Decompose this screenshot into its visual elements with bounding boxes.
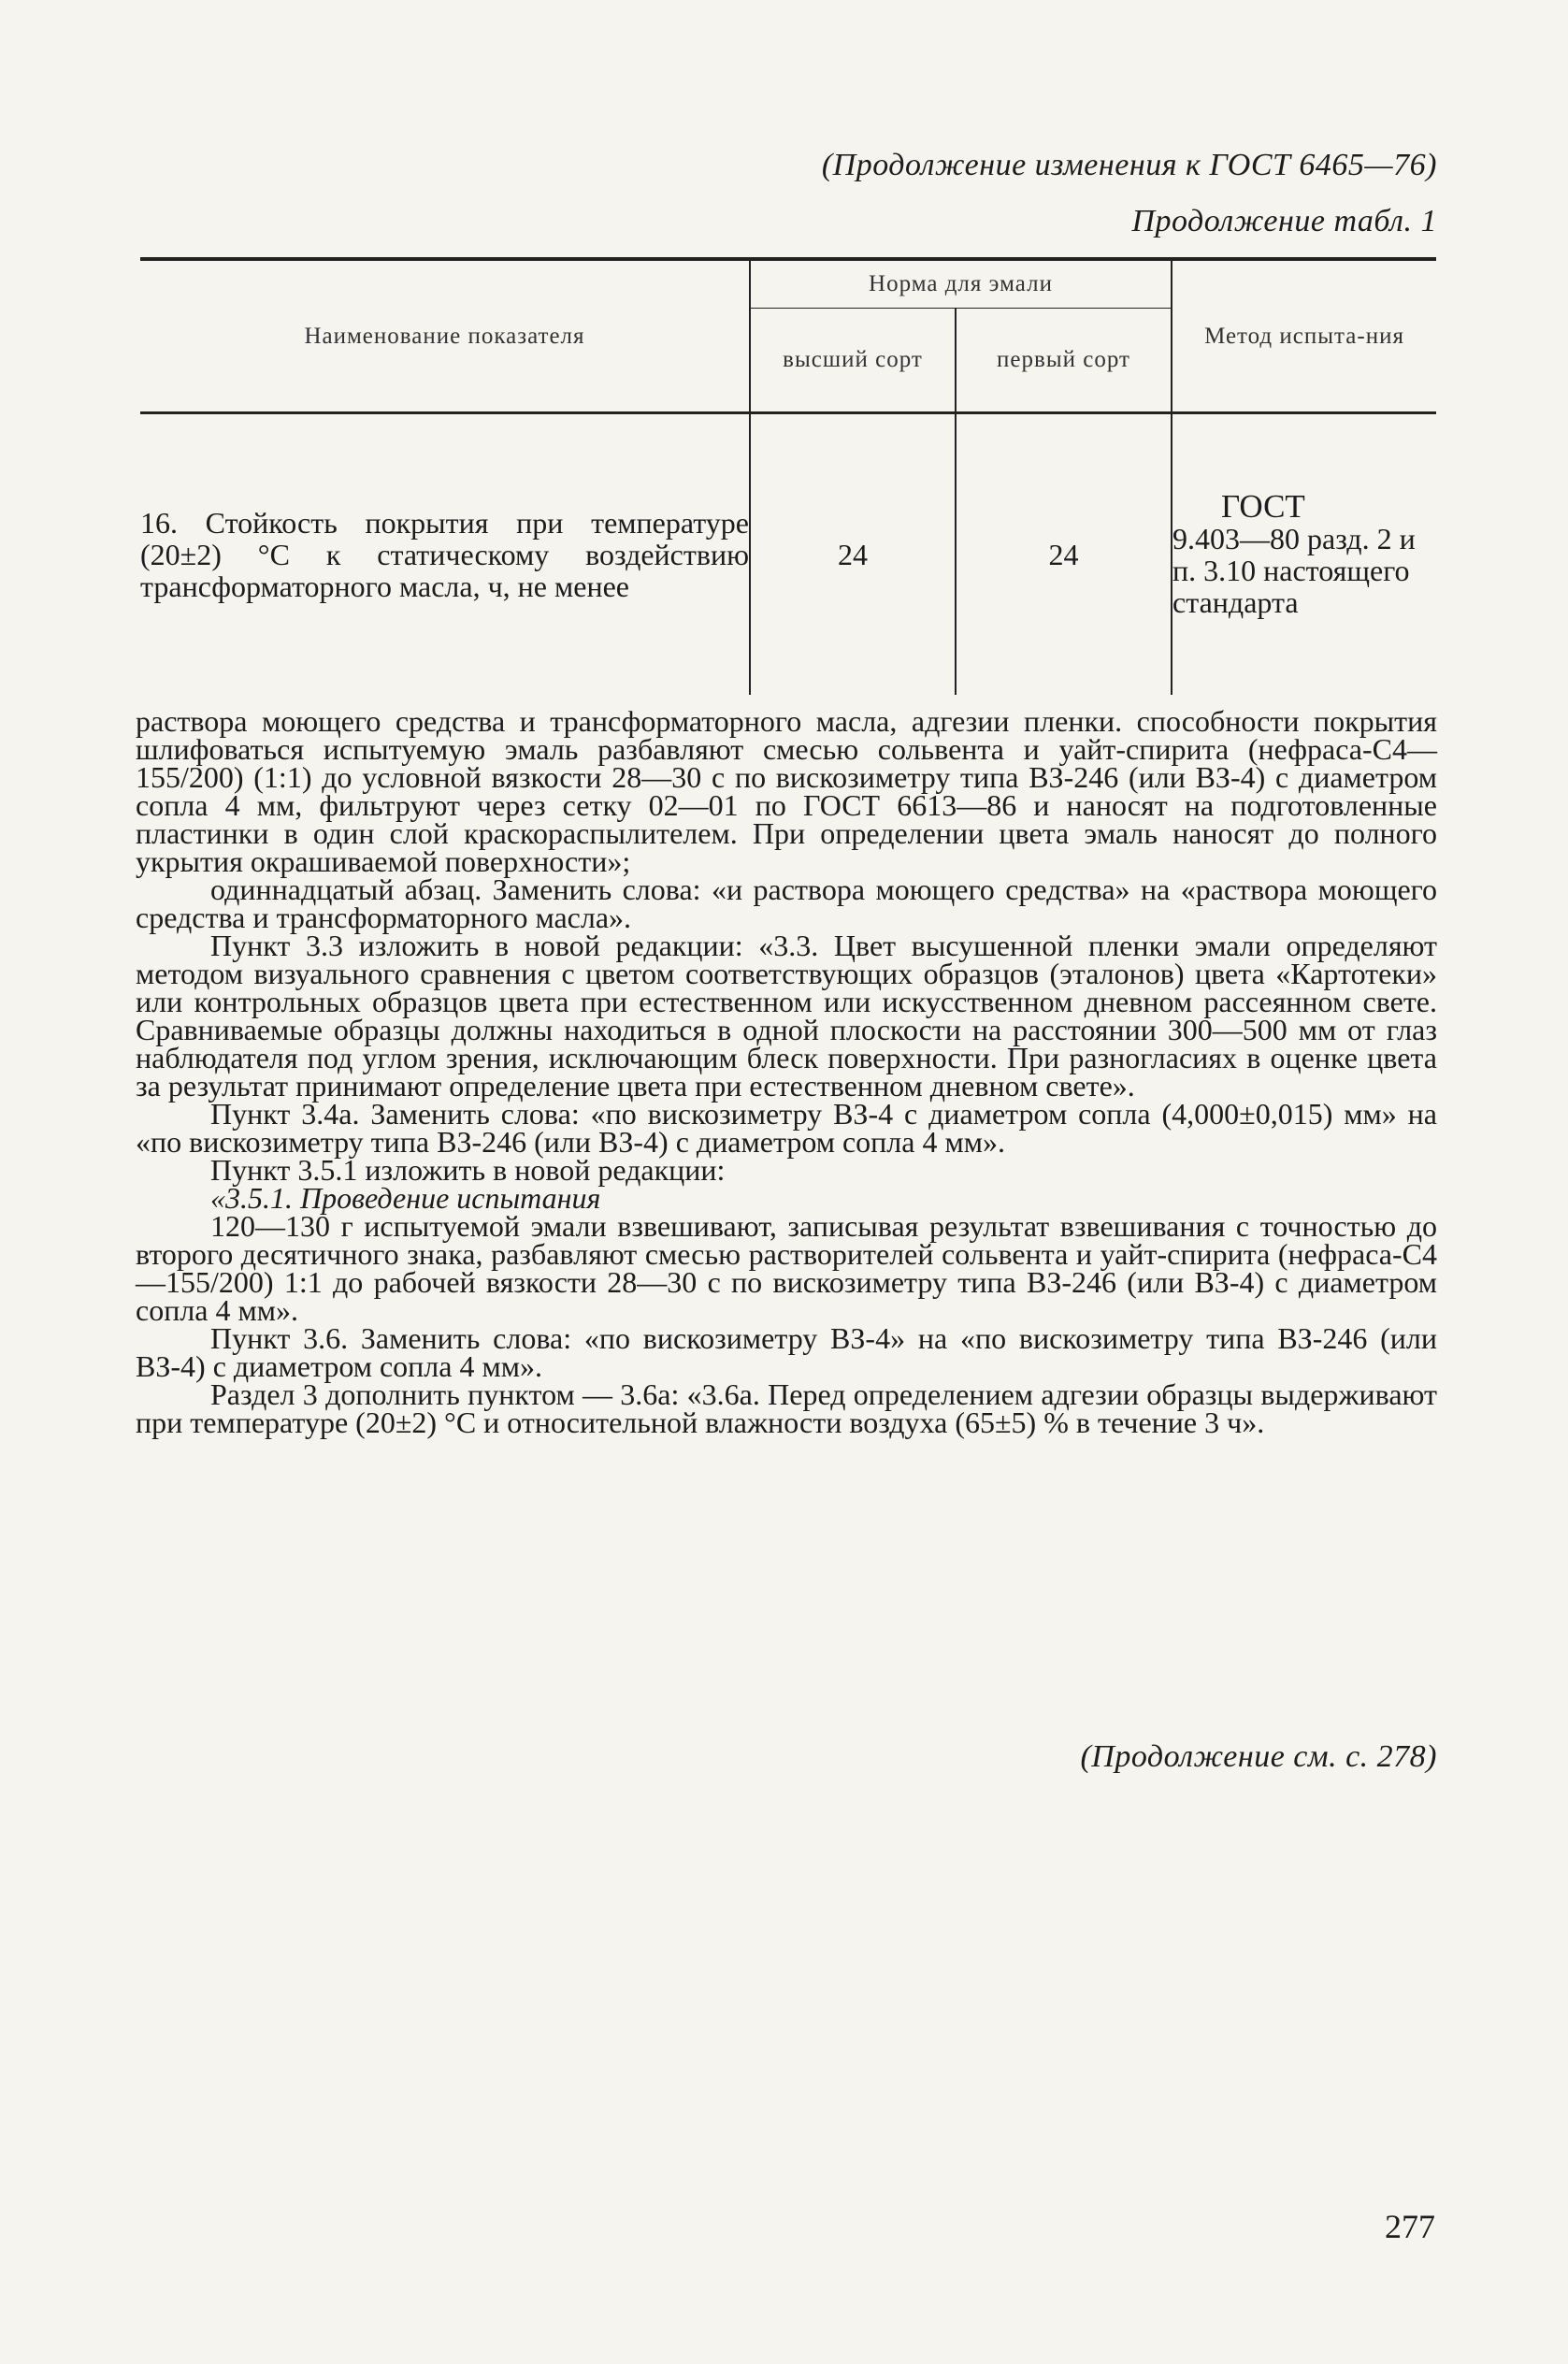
body-text bbox=[136, 704, 1437, 1439]
column-header-name: Наименование показателя bbox=[304, 323, 585, 349]
norm-grade-top-value: 24 bbox=[750, 413, 956, 696]
column-header-grade-first: первый сорт bbox=[956, 309, 1172, 413]
paragraph: Пункт 3.5.1 изложить в новой редакции: bbox=[210, 1153, 726, 1187]
paragraph: Пункт 3.3 изложить в новой редакции: «3.3. Цвет высушенной пленки эмали определяют методом визуального сравнения с цветом соответствующих образцов (эталонов) цвета «Картотеки» или контрольных образцов цвета при естественном или искусственном дневном рассеянном свете. Сравниваемые образцы должны находиться в одной плоскости на расстоянии 300—500 мм от глаз наблюдателя под углом зрения, исключающим блеск поверхности. При разногласиях в оценке цвета за результат принимают определение цвета при естественном дневном свете». bbox=[136, 929, 1437, 1103]
test-method-standard: ГОСТ bbox=[1221, 488, 1305, 525]
page-number: 277 bbox=[1385, 2208, 1435, 2245]
amendment-header: (Продолжение изменения к ГОСТ 6465—76) bbox=[821, 148, 1437, 182]
column-header-method: Метод испыта-ния bbox=[1172, 259, 1436, 413]
norm-grade-first-value: 24 bbox=[956, 413, 1172, 696]
table-continuation-label: Продолжение табл. 1 bbox=[1131, 204, 1437, 238]
paragraph: Пункт 3.4а. Заменить слова: «по вискозиметру ВЗ-4 с диаметром сопла (4,000±0,015) мм» на «по вискозиметру типа ВЗ-246 (или ВЗ-4) с диаметром сопла 4 мм». bbox=[136, 1097, 1437, 1159]
paragraph: раствора моющего средства и трансформаторного масла, адгезии пленки. способности покрытия шлифоваться испытуемую эмаль разбавляют смесью сольвента и уайт-спирита (нефраса-С4—155/200) (1:1) до условной вязкости 28—30 с по вискозиметру типа ВЗ-246 (или ВЗ-4) с диаметром сопла 4 мм, фильтруют через сетку 02—01 по ГОСТ 6613—86 и наносят на подготовленные пластинки в один слой краскораспылителем. При определении цвета эмаль наносят до полного укрытия окрашиваемой поверхности»; bbox=[136, 704, 1437, 878]
column-header-grade-top: высший сорт bbox=[750, 309, 956, 413]
paragraph: Раздел 3 дополнить пунктом — 3.6а: «3.6а. Перед определением адгезии образцы выдерживают при температуре (20±2) °С и относительной влажности воздуха (65±5) % в течение 3 ч». bbox=[136, 1377, 1437, 1439]
paragraph: 120—130 г испытуемой эмали взвешивают, записывая результат взвешивания с точностью до второго десятичного знака, разбавляют смесью растворителей сольвента и уайт-спирита (нефраса-С4—155/200) 1:1 до рабочей вязкости 28—30 с по вискозиметру типа ВЗ-246 (или ВЗ-4) с диаметром сопла 4 мм». bbox=[136, 1209, 1437, 1327]
paragraph: Пункт 3.6. Заменить слова: «по вискозиметру ВЗ-4» на «по вискозиметру типа ВЗ-246 (или ВЗ-4) с диаметром сопла 4 мм». bbox=[136, 1321, 1437, 1383]
test-method-reference: 9.403—80 разд. 2 и п. 3.10 настоящего стандарта bbox=[1172, 522, 1416, 619]
continuation-note: (Продолжение см. с. 278) bbox=[1080, 1739, 1437, 1774]
test-method-cell bbox=[1172, 413, 1436, 696]
column-header-norm: Норма для эмали bbox=[750, 259, 1172, 309]
paragraph: одиннадцатый абзац. Заменить слова: «и раствора моющего средства» на «раствора моющего средства и трансформаторного масла». bbox=[136, 872, 1437, 934]
indicator-name: 16. Стойкость покрытия при температуре (20±2) °С к статическому воздействию трансформаторного масла, ч, не менее bbox=[140, 506, 749, 603]
specification-table bbox=[140, 257, 1436, 695]
table-row bbox=[140, 413, 1436, 696]
section-heading: «3.5.1. Проведение испытания bbox=[210, 1181, 601, 1215]
